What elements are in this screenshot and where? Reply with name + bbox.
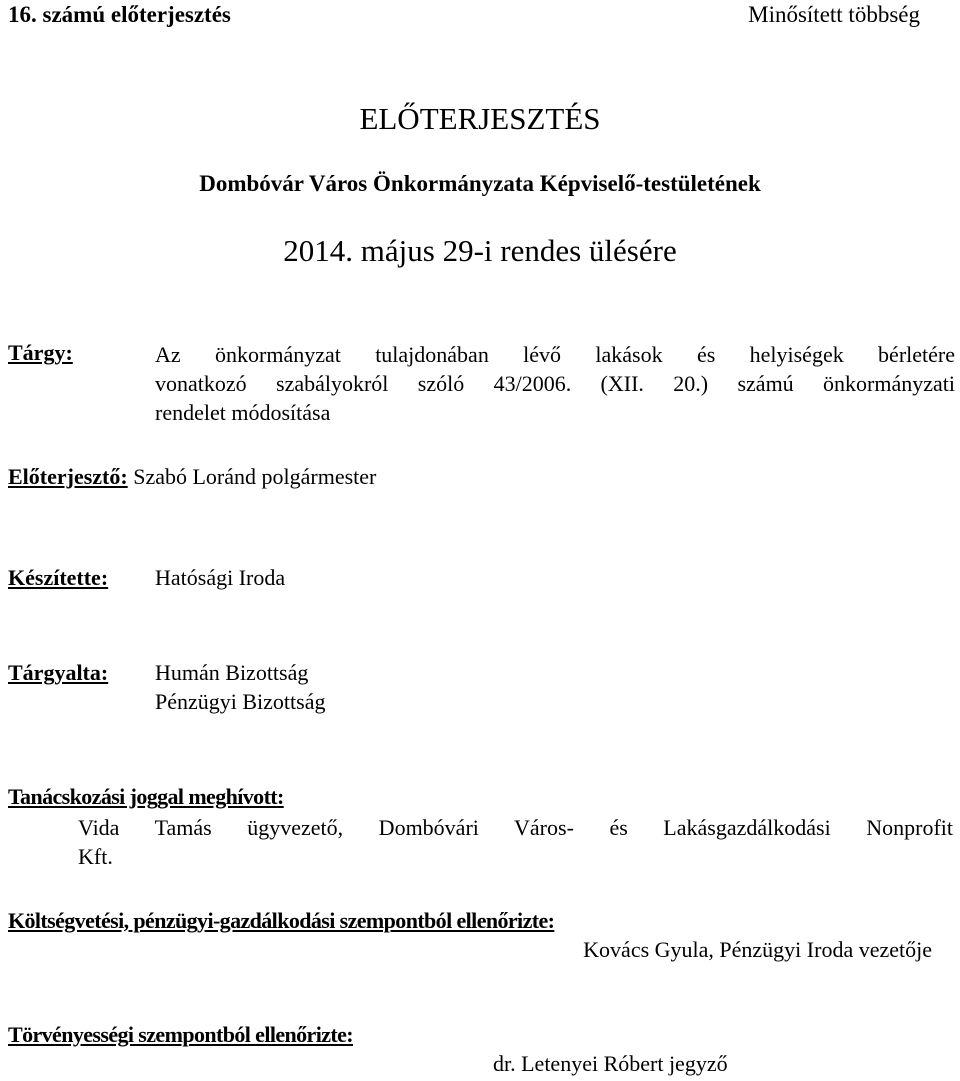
subject-line: vonatkozó szabályokról szóló 43/2006. (XII. 20.) számú önkormányzati [155,371,955,396]
discussed-by-value: Pénzügyi Bizottság [155,689,326,714]
presenter-row [8,464,376,490]
meeting-date: 2014. május 29-i rendes ülésére [283,233,677,268]
presenter-value: Szabó Loránd polgármester [133,464,377,489]
legal-check-label: Törvényességi szempontból ellenőrizte: [8,1022,354,1047]
subject-line: rendelet módosítása [155,400,331,425]
invited-label: Tanácskozási joggal meghívott: [8,784,284,809]
invited-line: Vida Tamás ügyvezető, Dombóvári Város- és Lakásgazdálkodási Nonprofit [78,815,953,840]
legal-check-value: dr. Letenyei Róbert jegyző [493,1051,728,1076]
budget-check-value: Kovács Gyula, Pénzügyi Iroda vezetője [583,937,932,962]
subject-label: Tárgy: [8,340,73,365]
subject-text [155,340,955,427]
discussed-by-value: Humán Bizottság [155,660,309,685]
addressee: Dombóvár Város Önkormányzata Képviselő-testületének [199,171,761,196]
invited-text [78,813,953,871]
majority-type: Minősített többség [748,2,920,27]
presenter-label: Előterjesztő: [8,464,128,489]
invited-line: Kft. [78,844,113,869]
subject-line: Az önkormányzat tulajdonában lévő lakások és helyiségek bérletére [155,342,955,367]
budget-check-label: Költségvetési, pénzügyi-gazdálkodási szempontból ellenőrizte: [8,908,555,933]
prepared-by-value: Hatósági Iroda [155,565,286,590]
proposal-number: 16. számú előterjesztés [8,2,231,27]
discussed-by-label: Tárgyalta: [8,660,109,685]
document-title: ELŐTERJESZTÉS [359,101,601,136]
prepared-by-label: Készítette: [8,565,109,590]
